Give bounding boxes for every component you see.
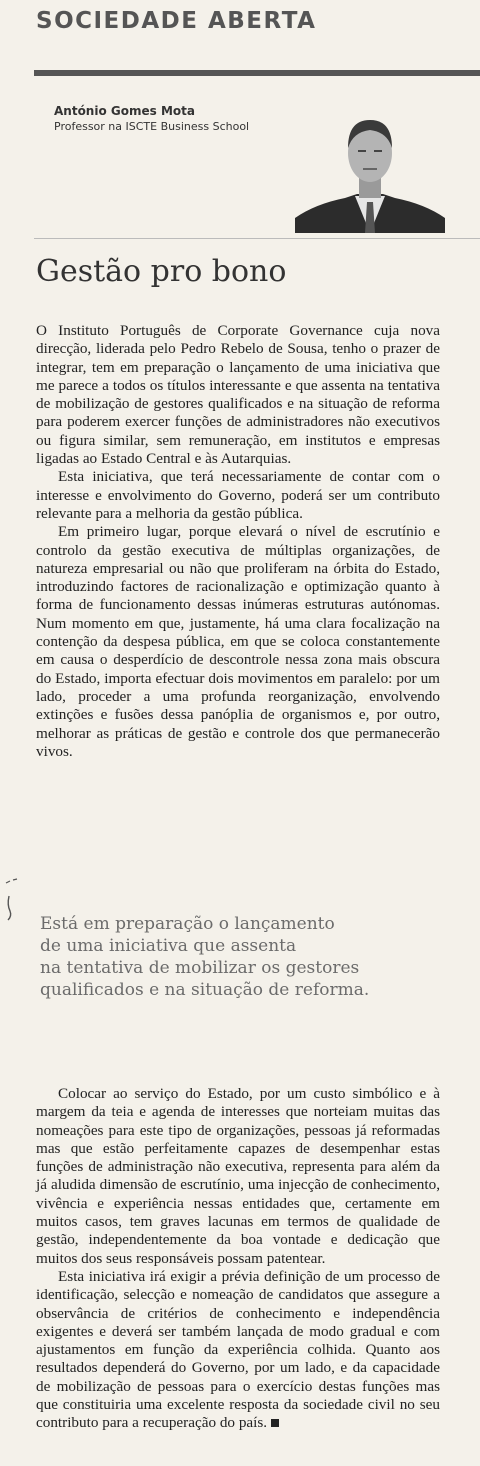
- article-body-top: [36, 322, 440, 761]
- pull-quote-line: qualificados e na situação de reforma.: [40, 980, 370, 1000]
- pull-quote-line: Está em preparação o lançamento: [40, 914, 335, 934]
- article-paragraph: Em primeiro lugar, porque elevará o nível de escrutínio e controlo da gestão executiva de múltiplas organizações, de natureza empresarial ou não que proliferam na órbita do Estado, introduzindo factores de racionalização e optimização quanto à forma de funcionamento dessas inúmeras estruturas autónomas. Num momento em que, justamente, há uma clara focalização na contenção da despesa pública, em que se coloca constantemente em causa o desperdício de descontrole nessa zona mais obscura do Estado, importa efectuar dois movimentos em paralelo: por um lado, proceder a uma profunda reorganização, envolvendo extinções e fusões dessa panóplia de organismos e, por outro, melhorar as práticas de gestão e controle dos que permanecerão vivos.: [36, 523, 440, 760]
- end-mark-icon: [271, 1419, 279, 1427]
- margin-speck: [4, 895, 14, 921]
- header-divider: [34, 238, 480, 239]
- author-portrait-icon: [295, 108, 445, 233]
- article-paragraph: Colocar ao serviço do Estado, por um custo simbólico e à margem da teia e agenda de interesses que norteiam muitas das nomeações para este tipo de organizações, pessoas já reformadas mas que estão perfeitamente capazes de desempenhar estas funções de administração não executiva, representa para além da já aludida dimensão de escrutínio, uma injecção de conhecimento, vivência e experiência nessas entidades que, certamente em muitos casos, tem graves lacunas em termos de qualidade de gestão, independentemente da boa vontade e dedicação que muitos dos seus responsáveis possam patentear.: [36, 1085, 440, 1267]
- author-role: Professor na ISCTE Business School: [54, 120, 250, 133]
- article-paragraph: Esta iniciativa, que terá necessariamente de contar com o interesse e envolvimento do Governo, poderá ser um contributo relevante para a melhoria da gestão pública.: [36, 468, 440, 522]
- article-body-bottom: [36, 1085, 440, 1433]
- article-paragraph: [36, 1268, 440, 1433]
- section-title: SOCIEDADE ABERTA: [36, 8, 317, 34]
- article-paragraph-text: Esta iniciativa irá exigir a prévia definição de um processo de identificação, selecção e nomeação de candidatos que assegure a observância de critérios de conhecimento e independência exigentes e deverá ser também lançada de modo gradual e com ajustamentos em função da experiência colhida. Quanto aos resultados dependerá do Governo, por um lado, e da capacidade de mobilização de pessoas para o exercício destas funções mas que constituiria uma excelente resposta da sociedade civil no seu contributo para a recuperação do país.: [36, 1267, 440, 1432]
- article-headline: Gestão pro bono: [36, 254, 287, 289]
- pull-quote-line: na tentativa de mobilizar os gestores: [40, 958, 360, 978]
- section-divider: [34, 70, 480, 76]
- article-paragraph: O Instituto Português de Corporate Governance cuja nova direcção, liderada pelo Pedro Rebelo de Sousa, tenho o prazer de integrar, tem em preparação o lançamento de uma iniciativa que me parece a todos os títulos interessante e que assenta na tentativa de mobilização de gestores qualificados e na situação de reforma para poderem exercer funções de administradores não executivos ou figura similar, sem remuneração, em institutos e empresas ligadas ao Estado Central e às Autarquias.: [36, 322, 440, 468]
- pull-quote-line: de uma iniciativa que assenta: [40, 936, 297, 956]
- pull-quote: [40, 913, 460, 1001]
- margin-speck: [5, 877, 19, 887]
- author-name: António Gomes Mota: [54, 104, 195, 118]
